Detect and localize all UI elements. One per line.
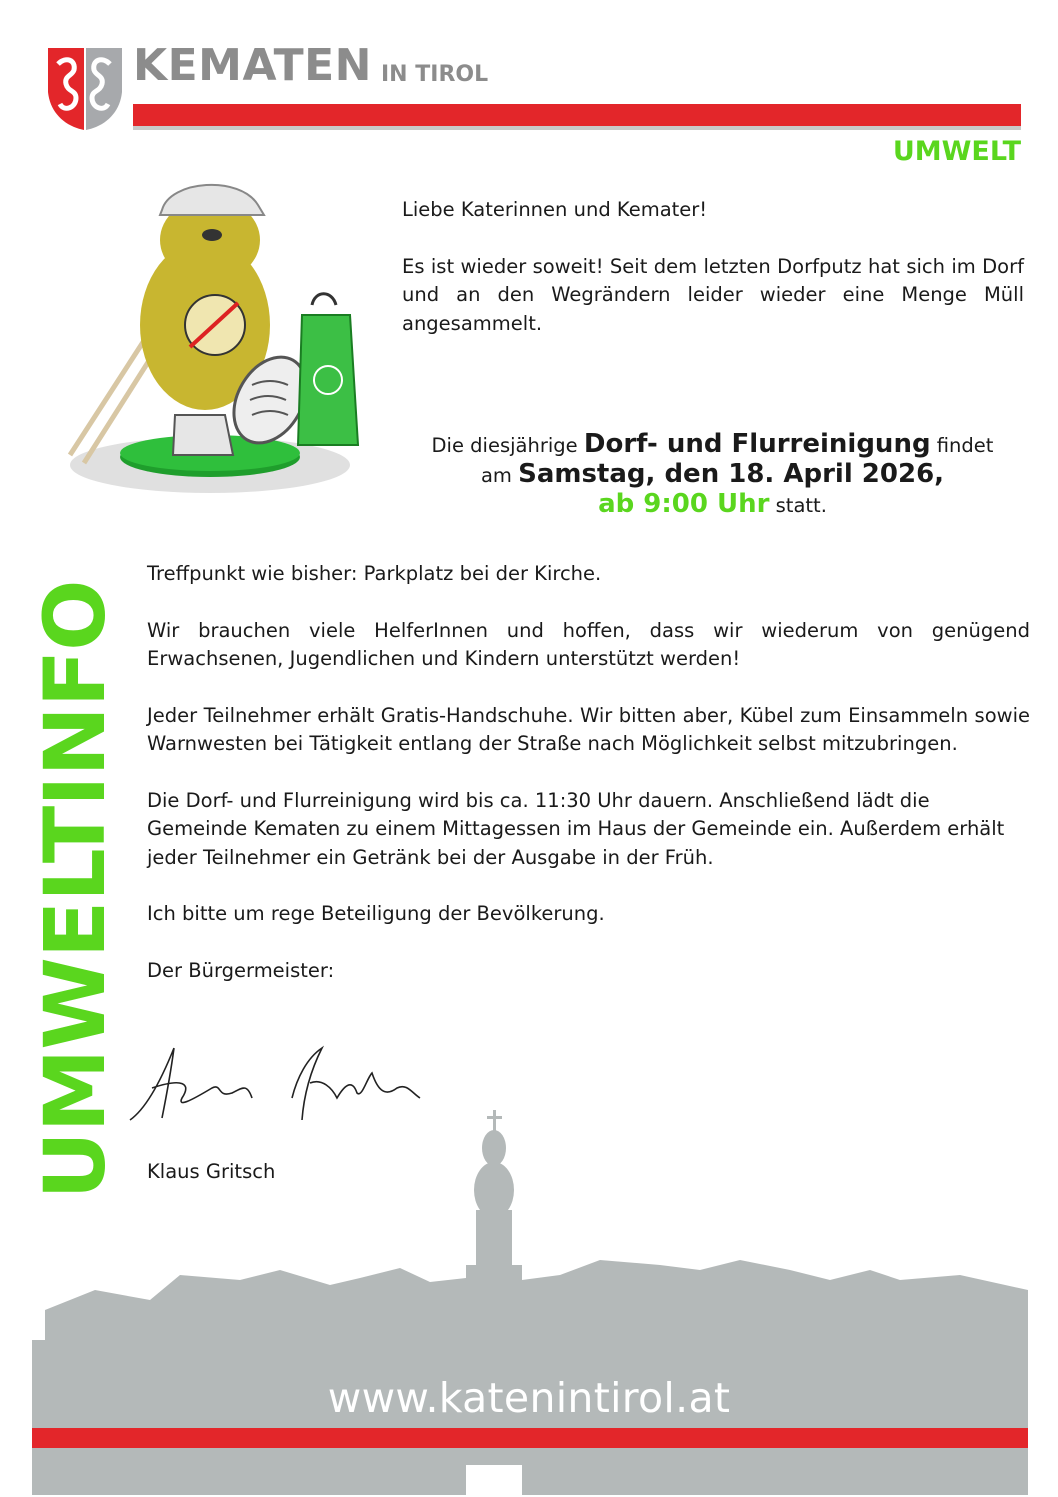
signoff: Der Bürgermeister: bbox=[147, 958, 335, 982]
closing-paragraph: Ich bitte um rege Beteiligung der Bevölkerung. bbox=[147, 902, 605, 925]
body-text bbox=[147, 560, 1030, 1013]
handwritten-signature bbox=[122, 1038, 422, 1128]
mascot-illustration bbox=[40, 175, 380, 505]
vertical-label-text: UMWELTINFO bbox=[26, 580, 124, 1200]
announcement-line-2 bbox=[390, 460, 1035, 490]
helpers-paragraph: Wir brauchen viele HelferInnen und hoffen, dass wir wiederum von genügend Erwachsenen, Jugendlichen und Kindern unterstützt werden! bbox=[147, 618, 1030, 670]
greeting: Liebe Katerinnen und Kemater! bbox=[402, 198, 708, 221]
announcement-post: findet bbox=[930, 434, 994, 457]
meeting-point: Treffpunkt wie bisher: Parkplatz bei der Kirche. bbox=[147, 562, 602, 585]
footer-red-bar bbox=[32, 1428, 1028, 1448]
municipality-subtitle: IN TIROL bbox=[381, 62, 489, 87]
coat-of-arms-logo bbox=[46, 46, 124, 132]
announcement-line-3 bbox=[390, 490, 1035, 520]
header-red-bar bbox=[133, 104, 1021, 126]
event-date: Samstag, den 18. April 2026, bbox=[518, 459, 945, 489]
intro-paragraph: Es ist wieder soweit! Seit dem letzten Dorfputz hat sich im Dorf und an den Wegrändern leider wieder eine Menge Müll angesammelt. bbox=[402, 254, 1024, 335]
equipment-paragraph: Jeder Teilnehmer erhält Gratis-Handschuhe. Wir bitten aber, Kübel zum Einsammeln sowie Warnwesten bei Tätigkeit entlang der Straße nach Möglichkeit selbst mitzubringen. bbox=[147, 703, 1030, 755]
event-name: Dorf- und Flurreinigung bbox=[583, 429, 931, 459]
signer-name: Klaus Gritsch bbox=[147, 1160, 276, 1183]
announcement-pre: Die diesjährige bbox=[431, 434, 584, 457]
announcement-line-1 bbox=[390, 430, 1035, 460]
section-label: UMWELT bbox=[892, 136, 1021, 167]
municipality-title: KEMATEN bbox=[133, 40, 372, 91]
website-url[interactable]: www.katenintirol.at bbox=[327, 1374, 731, 1422]
schedule-paragraph: Die Dorf- und Flurreinigung wird bis ca. 11:30 Uhr dauern. Anschließend lädt die Gemeinde Kematen zu einem Mittagessen im Haus der Gemeinde ein. Außerdem erhält jeder Teilnehmer ein Getränk bei der Ausgabe in der Früh. bbox=[147, 788, 1005, 869]
time-post: statt. bbox=[769, 494, 827, 517]
intro-text bbox=[402, 196, 1024, 366]
event-announcement bbox=[390, 430, 1035, 520]
event-time: ab 9:00 Uhr bbox=[598, 489, 770, 519]
header-grey-line bbox=[133, 126, 1021, 130]
date-pre: am bbox=[480, 464, 519, 487]
